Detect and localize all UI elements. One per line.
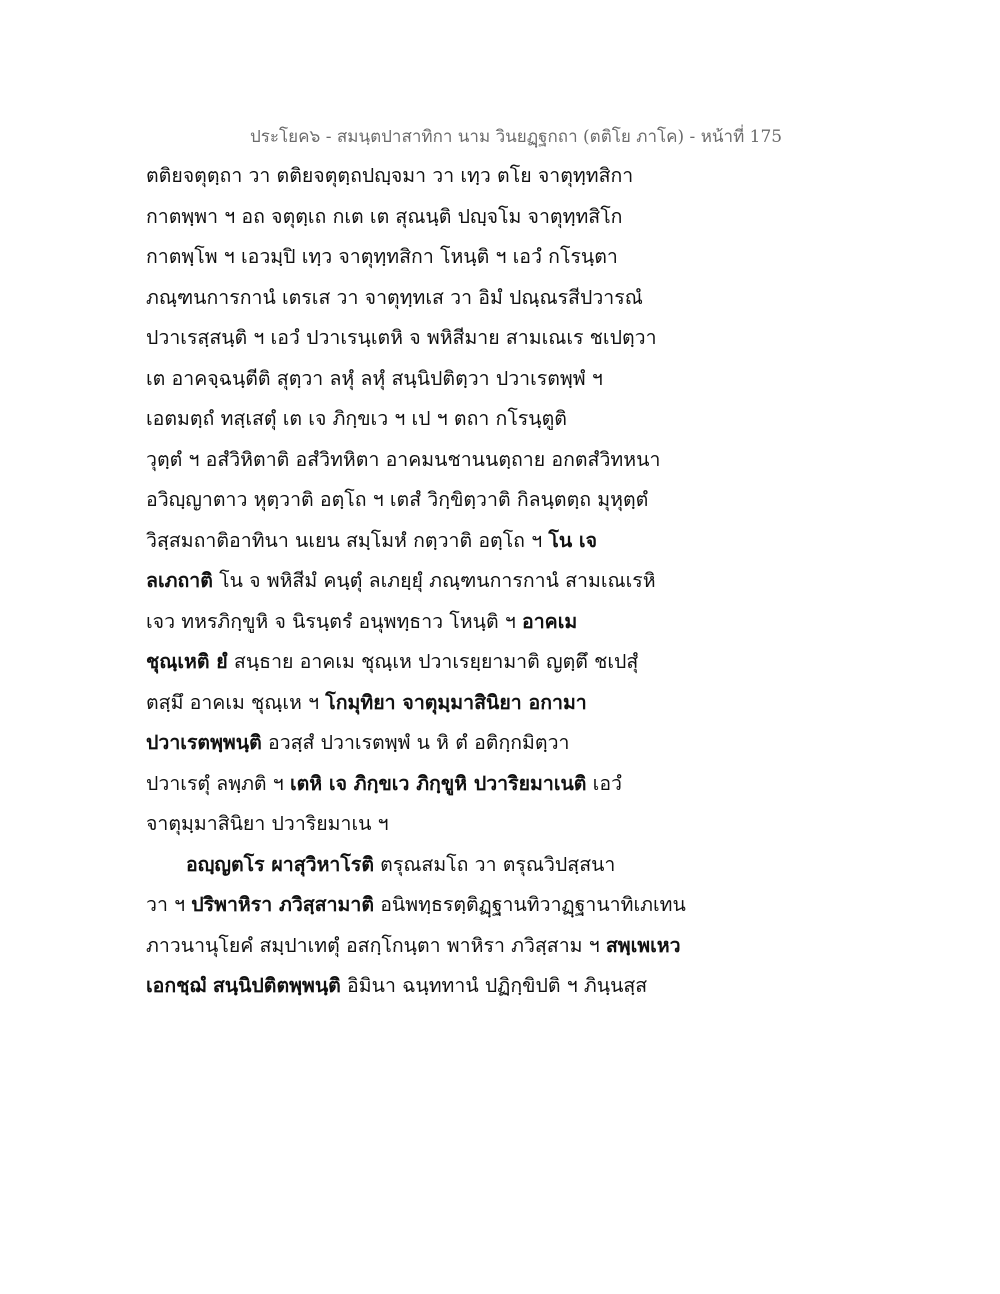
- text-segment: ตติยจตุตฺถา วา ตติยจตุตฺถปญฺจมา วา เทฺว ตโย จาตุทฺทสิกา: [146, 164, 634, 187]
- bold-term: เตหิ เจ ภิกฺขเว ภิกฺขูหิ ปวาริยมาเนติ: [289, 771, 587, 795]
- text-line: [146, 885, 706, 926]
- text-line: [146, 318, 706, 359]
- text-line: [146, 197, 706, 238]
- text-line: [146, 359, 706, 400]
- text-segment: วิสฺสมถาติอาทินา นเยน สมฺโมหํ กตฺวาติ อตฺโถ ฯ: [146, 528, 549, 552]
- bold-term: ปริพาหิรา ภวิสฺสามาติ: [191, 893, 374, 916]
- text-segment: วุตฺตํ ฯ อสํวิหิตาติ อสํวิทหิตา อาคมนชานนตฺถาย อกตสํวิทหนา: [146, 447, 661, 471]
- text-segment: เอตมตฺถํ ทสฺเสตุํ เต เจ ภิกฺขเว ฯ เป ฯ ตถา กโรนฺตูติ: [146, 407, 567, 430]
- text-segment: ตสฺมึ อาคเม ชุณฺเห ฯ: [146, 690, 326, 714]
- text-line: [146, 845, 706, 886]
- text-line: [146, 156, 706, 197]
- text-segment: จาตุมฺมาสินิยา ปวาริยมาเน ฯ: [146, 812, 389, 835]
- text-segment: เจว ทหรภิกฺขูหิ จ นิรนฺตรํ อนุพทฺธาว โหนฺติ ฯ: [146, 609, 522, 633]
- bold-term: ชุณฺเหติ ยํ: [146, 650, 228, 673]
- bold-term: ลเภถาติ: [146, 569, 213, 592]
- text-line: [146, 237, 706, 278]
- text-line: [146, 926, 706, 967]
- text-segment: ปวาเรสฺสนฺติ ฯ เอวํ ปวาเรนฺเตหิ จ พหิสีมาย สามเณเร ชเปตฺวา: [146, 326, 657, 349]
- text-segment: เต อาคจฺฉนฺตีติ สุตฺวา ลหุํ ลหุํ สนฺนิปติตฺวา ปวาเรตพฺพํ ฯ: [146, 366, 603, 390]
- text-segment: วา ฯ: [146, 893, 192, 916]
- text-segment: กาตพฺพา ฯ อถ จตุตฺเถ กเต เต สุณนฺติ ปญฺจโม จาตุทฺทสิโก: [146, 204, 623, 228]
- body-text: [146, 156, 706, 1007]
- text-segment: อิมินา ฉนฺททานํ ปฏิกฺขิปติ ฯ ภินฺนสฺส: [340, 974, 648, 997]
- text-segment: อวสฺสํ ปวาเรตพฺพํ น หิ ตํ อติกฺกมิตฺวา: [261, 731, 570, 754]
- text-line: [146, 561, 706, 602]
- text-segment: อวิญฺญาตาว หุตฺวาติ อตฺโถ ฯ เตสํ วิกฺขิตฺวาติ กิลนฺตตฺถ มุหุตฺตํ: [146, 488, 649, 511]
- bold-term: สพฺเพเหว: [605, 933, 681, 957]
- text-line: [146, 440, 706, 481]
- text-line: [146, 602, 706, 643]
- text-line: [146, 723, 706, 764]
- text-line: [146, 480, 706, 521]
- text-line: [146, 521, 706, 562]
- bold-term: อาคเม: [521, 609, 578, 633]
- text-segment: ตรุณสมโถ วา ตรุณวิปสฺสนา: [373, 852, 616, 876]
- bold-term: โกมุทิยา จาตุมฺมาสินิยา อกามา: [325, 690, 587, 714]
- text-segment: อนิพทฺธรตฺติฏฺฐานทิวาฏฺฐานาทิเภเทน: [374, 893, 686, 916]
- bold-term: โน เจ: [548, 528, 598, 552]
- text-segment: ภณฺฑนการกานํ เตรเส วา จาตุทฺทเส วา อิมํ ปณฺณรสีปวารณํ: [146, 285, 643, 309]
- text-line: [146, 642, 706, 683]
- bold-term: เอกชฺฌํ สนฺนิปติตพฺพนฺติ: [146, 974, 341, 997]
- text-segment: สนฺธาย อาคเม ชุณฺเห ปวาเรยฺยามาติ ญตฺตึ ชเปสุํ: [227, 650, 639, 673]
- text-segment: เอวํ: [586, 771, 623, 795]
- bold-term: อญฺญตโร ผาสุวิหาโรติ: [186, 852, 374, 876]
- text-line: [146, 683, 706, 724]
- text-segment: กาตพฺโพ ฯ เอวมฺปิ เทฺว จาตุทฺทสิกา โหนฺติ ฯ เอวํ กโรนฺตา: [146, 245, 618, 268]
- bold-term: ปวาเรตพฺพนฺติ: [146, 731, 262, 754]
- text-line: [146, 399, 706, 440]
- text-line: [146, 966, 706, 1007]
- text-line: [146, 278, 706, 319]
- text-segment: โน จ พหิสีมํ คนฺตุํ ลเภยฺยุํ ภณฺฑนการกานํ สามเณเรหิ: [212, 569, 656, 592]
- text-segment: ภาวนานุโยคํ สมฺปาเทตุํ อสกฺโกนฺตา พาหิรา ภวิสฺสาม ฯ: [146, 933, 606, 957]
- text-line: [146, 804, 706, 845]
- text-segment: ปวาเรตุํ ลพฺภติ ฯ: [146, 771, 290, 795]
- text-line: [146, 764, 706, 805]
- running-header: ประโยค๖ - สมนฺตปาสาทิกา นาม วินยฏฺฐกถา (ตติโย ภาโค) - หน้าที่ 175: [250, 127, 783, 147]
